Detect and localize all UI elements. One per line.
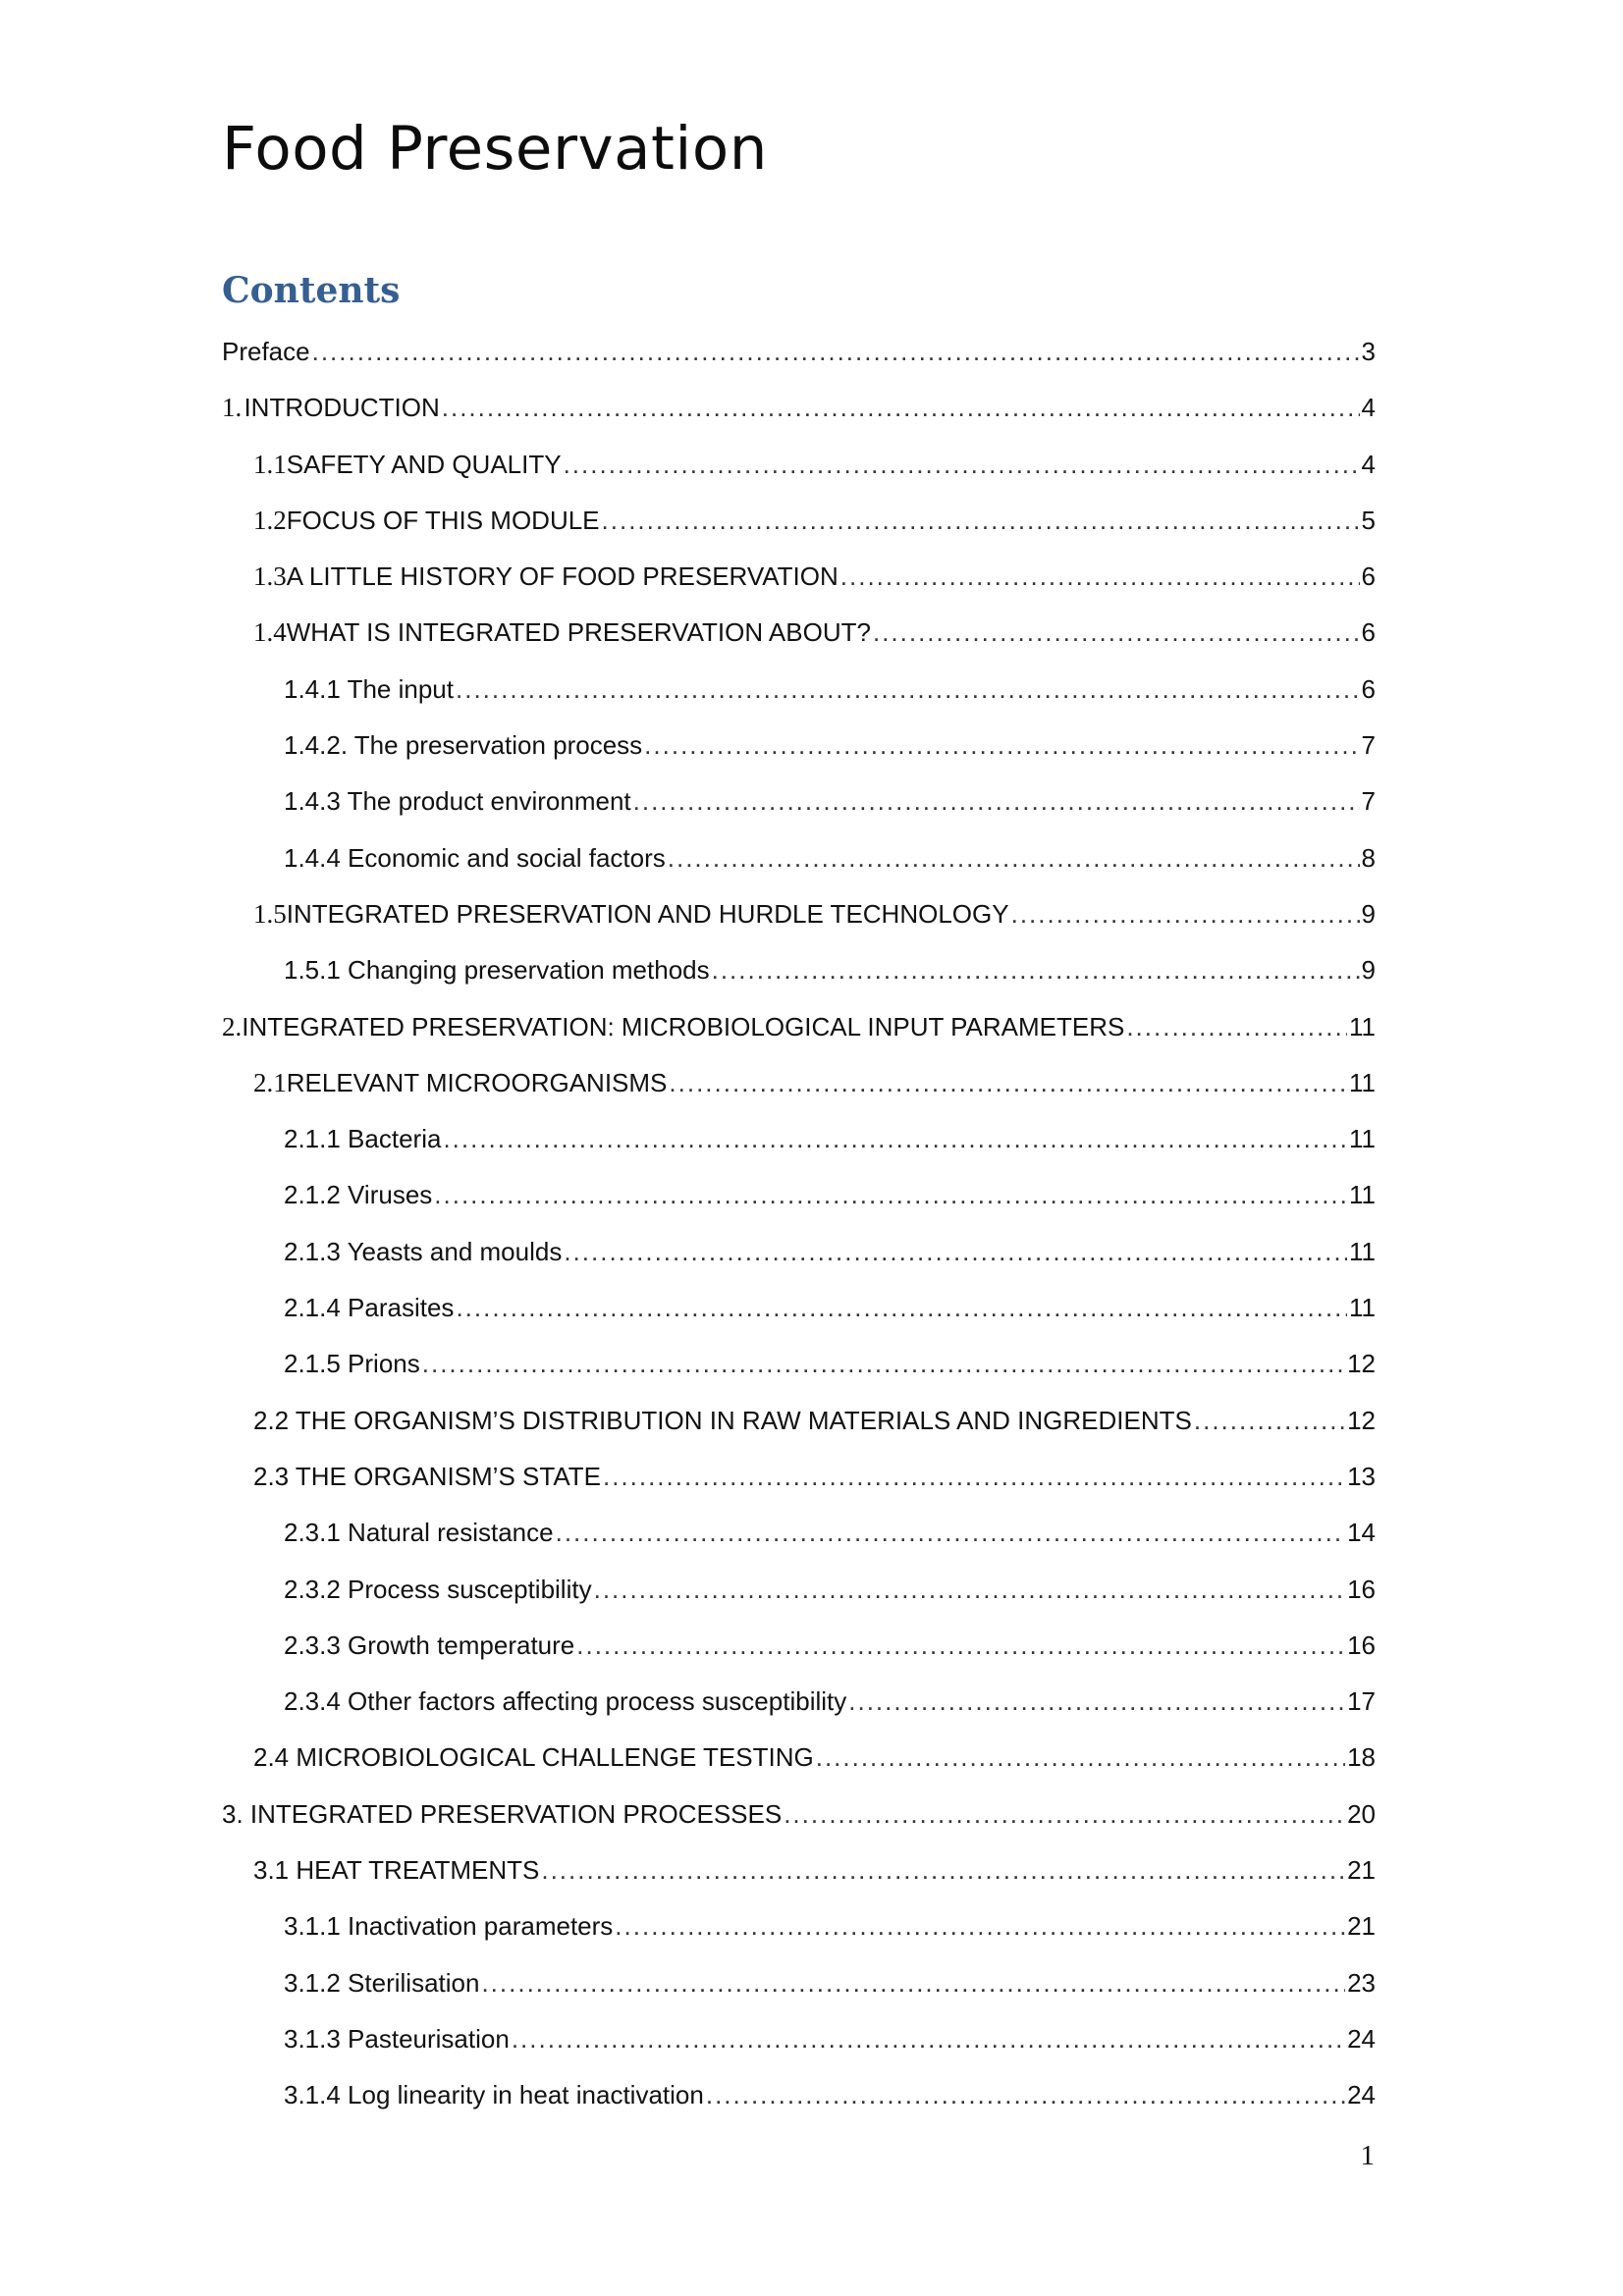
- toc-dot-leader: [1011, 886, 1360, 942]
- toc-dot-leader: [603, 1449, 1345, 1505]
- toc-entry-title: 2.4 MICROBIOLOGICAL CHALLENGE TESTING: [253, 1742, 814, 1773]
- toc-entry-page: 24: [1347, 2080, 1376, 2110]
- toc-entry-title: 1.4.1 The input: [284, 673, 454, 704]
- toc-entry[interactable]: [222, 437, 1376, 493]
- toc-entry-title: 2.3 THE ORGANISM’S STATE: [253, 1461, 601, 1491]
- toc-entry-number: 1.5: [253, 898, 287, 929]
- toc-entry-title: A LITTLE HISTORY OF FOOD PRESERVATION: [286, 561, 839, 592]
- toc-entry-page: 4: [1361, 449, 1376, 479]
- toc-entry[interactable]: [222, 1055, 1376, 1111]
- toc-entry-title: 2.1.1 Bacteria: [284, 1124, 442, 1154]
- toc-entry[interactable]: [222, 549, 1376, 605]
- toc-entry-title: 3. INTEGRATED PRESERVATION PROCESSES: [222, 1798, 783, 1829]
- toc-entry-title: WHAT IS INTEGRATED PRESERVATION ABOUT?: [286, 617, 871, 648]
- toc-entry-page: 5: [1361, 505, 1376, 535]
- toc-entry[interactable]: [222, 1111, 1376, 1167]
- toc-dot-leader: [1126, 999, 1347, 1055]
- toc-entry[interactable]: [222, 1336, 1376, 1392]
- toc-entry[interactable]: [222, 1562, 1376, 1618]
- toc-entry-title: 2.3.1 Natural resistance: [284, 1518, 554, 1548]
- toc-entry-page: 9: [1361, 898, 1376, 929]
- toc-dot-leader: [564, 1224, 1347, 1280]
- toc-dot-leader: [594, 1562, 1345, 1618]
- toc-entry-title: 3.1.4 Log linearity in heat inactivation: [284, 2080, 704, 2110]
- toc-entry-title: 2.3.2 Process susceptibility: [284, 1574, 592, 1604]
- toc-entry-title: 1.4.3 The product environment: [284, 786, 631, 817]
- toc-dot-leader: [434, 1167, 1347, 1223]
- toc-entry[interactable]: [222, 942, 1376, 998]
- page-number: 1: [1360, 2140, 1375, 2171]
- toc-entry-title: 3.1.2 Sterilisation: [284, 1967, 480, 1998]
- document-title: Food Preservation: [222, 114, 768, 184]
- toc-entry[interactable]: [222, 493, 1376, 549]
- toc-entry-title: FOCUS OF THIS MODULE: [286, 505, 600, 535]
- toc-entry-title: Preface: [222, 337, 310, 366]
- toc-entry-page: 6: [1361, 617, 1376, 648]
- toc-entry-title: 2.1.5 Prions: [284, 1349, 420, 1379]
- toc-entry-title: INTEGRATED PRESERVATION: MICROBIOLOGICAL INPUT PARAMETERS: [242, 1011, 1125, 1041]
- toc-entry-page: 16: [1347, 1629, 1376, 1660]
- toc-entry-number: 1.3: [253, 561, 287, 592]
- toc-dot-leader: [615, 1898, 1345, 1954]
- toc-entry-page: 21: [1347, 1855, 1376, 1886]
- toc-entry[interactable]: [222, 605, 1376, 661]
- contents-heading: Contents: [222, 270, 401, 311]
- toc-entry-page: 6: [1361, 561, 1376, 592]
- toc-dot-leader: [481, 1955, 1345, 2011]
- toc-entry[interactable]: [222, 1787, 1376, 1842]
- toc-entry[interactable]: [222, 1842, 1376, 1898]
- toc-entry-title: 1.4.2. The preservation process: [284, 730, 643, 761]
- toc-entry[interactable]: [222, 1898, 1376, 1954]
- toc-entry-page: 16: [1347, 1574, 1376, 1604]
- toc-entry[interactable]: [222, 999, 1376, 1055]
- toc-entry[interactable]: [222, 774, 1376, 829]
- toc-entry-number: 1.: [222, 393, 243, 423]
- toc-entry-title: 3.1.1 Inactivation parameters: [284, 1911, 614, 1942]
- toc-entry-title: 1.5.1 Changing preservation methods: [284, 955, 710, 986]
- toc-dot-leader: [541, 1842, 1345, 1898]
- toc-dot-leader: [873, 605, 1360, 661]
- toc-entry-page: 11: [1349, 1180, 1376, 1210]
- toc-entry[interactable]: [222, 1955, 1376, 2011]
- toc-dot-leader: [556, 1505, 1345, 1561]
- toc-entry-number: 1.4: [253, 617, 287, 648]
- toc-entry-title: 2.1.3 Yeasts and moulds: [284, 1236, 563, 1266]
- toc-dot-leader: [602, 493, 1360, 549]
- toc-entry-title: 2.3.3 Growth temperature: [284, 1629, 575, 1660]
- toc-dot-leader: [644, 718, 1359, 774]
- toc-entry-title: 2.2 THE ORGANISM’S DISTRIBUTION IN RAW MATERIALS AND INGREDIENTS: [253, 1405, 1192, 1435]
- toc-dot-leader: [443, 1111, 1347, 1167]
- toc-entry[interactable]: [222, 718, 1376, 774]
- toc-entry-title: 3.1.3 Pasteurisation: [284, 2023, 510, 2054]
- toc-entry-page: 4: [1361, 393, 1376, 423]
- toc-dot-leader: [312, 324, 1360, 380]
- toc-entry-page: 11: [1349, 1293, 1376, 1323]
- toc-entry-page: 20: [1347, 1798, 1376, 1829]
- toc-dot-leader: [442, 380, 1360, 436]
- toc-dot-leader: [576, 1618, 1345, 1674]
- toc-entry-page: 7: [1361, 730, 1376, 761]
- toc-dot-leader: [1194, 1393, 1345, 1449]
- toc-dot-leader: [840, 549, 1360, 605]
- toc-entry[interactable]: [222, 830, 1376, 886]
- toc-dot-leader: [668, 830, 1360, 886]
- toc-entry-page: 11: [1349, 1124, 1376, 1154]
- toc-entry-page: 9: [1361, 955, 1376, 986]
- toc-entry-number: 1.1: [253, 449, 287, 479]
- toc-entry[interactable]: [222, 1618, 1376, 1674]
- toc-entry[interactable]: [222, 2067, 1376, 2123]
- toc-entry[interactable]: [222, 662, 1376, 718]
- toc-entry-page: 18: [1347, 1742, 1376, 1773]
- toc-entry-page: 17: [1347, 1686, 1376, 1717]
- toc-dot-leader: [422, 1336, 1345, 1392]
- toc-entry-page: 3: [1361, 337, 1376, 366]
- toc-entry-title: RELEVANT MICROORGANISMS: [286, 1067, 668, 1097]
- toc-dot-leader: [816, 1730, 1345, 1786]
- toc-entry-title: 2.1.4 Parasites: [284, 1293, 455, 1323]
- toc-entry-title: 2.1.2 Viruses: [284, 1180, 433, 1210]
- toc-entry-page: 13: [1347, 1461, 1376, 1491]
- table-of-contents: [222, 324, 1376, 2124]
- toc-entry[interactable]: [222, 1449, 1376, 1505]
- toc-entry[interactable]: [222, 1674, 1376, 1730]
- toc-entry-page: 12: [1347, 1405, 1376, 1435]
- toc-entry-page: 23: [1347, 1967, 1376, 1998]
- toc-dot-leader: [633, 774, 1360, 829]
- toc-entry-page: 12: [1347, 1349, 1376, 1379]
- toc-entry-page: 14: [1347, 1518, 1376, 1548]
- toc-entry-page: 11: [1349, 1236, 1376, 1266]
- toc-dot-leader: [564, 437, 1360, 493]
- toc-dot-leader: [456, 1280, 1347, 1336]
- toc-entry[interactable]: [222, 1505, 1376, 1561]
- toc-dot-leader: [712, 942, 1360, 998]
- toc-entry-title: INTRODUCTION: [243, 393, 440, 423]
- toc-entry-number: 2.1: [253, 1067, 287, 1097]
- toc-entry-page: 8: [1361, 842, 1376, 873]
- toc-entry[interactable]: [222, 324, 1376, 380]
- toc-entry-title: SAFETY AND QUALITY: [286, 449, 562, 479]
- toc-dot-leader: [848, 1674, 1345, 1730]
- toc-entry[interactable]: [222, 1730, 1376, 1786]
- toc-entry-page: 6: [1361, 673, 1376, 704]
- toc-entry[interactable]: [222, 380, 1376, 436]
- toc-entry-page: 11: [1349, 1011, 1376, 1041]
- toc-entry-number: 1.2: [253, 505, 287, 535]
- toc-dot-leader: [706, 2067, 1345, 2123]
- toc-dot-leader: [456, 662, 1360, 718]
- toc-dot-leader: [512, 2011, 1345, 2067]
- toc-dot-leader: [669, 1055, 1347, 1111]
- toc-entry-page: 21: [1347, 1911, 1376, 1942]
- toc-dot-leader: [784, 1787, 1345, 1842]
- toc-entry[interactable]: [222, 1393, 1376, 1449]
- toc-entry-page: 24: [1347, 2023, 1376, 2054]
- toc-entry-title: 3.1 HEAT TREATMENTS: [253, 1855, 540, 1886]
- toc-entry[interactable]: [222, 1167, 1376, 1223]
- toc-entry-page: 7: [1361, 786, 1376, 817]
- toc-entry-number: 2.: [222, 1011, 243, 1041]
- toc-entry-title: 1.4.4 Economic and social factors: [284, 842, 666, 873]
- toc-entry-page: 11: [1349, 1067, 1376, 1097]
- toc-entry[interactable]: [222, 2011, 1376, 2067]
- toc-entry[interactable]: [222, 886, 1376, 942]
- toc-entry-title: INTEGRATED PRESERVATION AND HURDLE TECHNOLOGY: [286, 898, 1009, 929]
- toc-entry-title: 2.3.4 Other factors affecting process susceptibility: [284, 1686, 847, 1717]
- toc-entry[interactable]: [222, 1280, 1376, 1336]
- toc-entry[interactable]: [222, 1224, 1376, 1280]
